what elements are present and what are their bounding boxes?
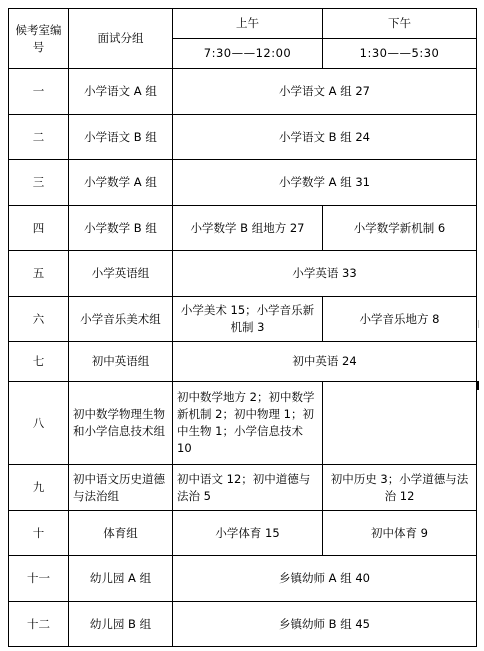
table-row xyxy=(9,115,477,160)
all-day-assignment: 小学语文 A 组 27 xyxy=(173,69,477,115)
table-row xyxy=(9,160,477,206)
header-afternoon: 下午 xyxy=(323,9,477,39)
room-number: 十 xyxy=(9,511,69,556)
room-number: 六 xyxy=(9,297,69,342)
morning-assignment: 小学美术 15；小学音乐新机制 3 xyxy=(173,297,323,342)
page-edge-mark xyxy=(477,381,479,390)
header-morning-time: 7:30——12:00 xyxy=(173,39,323,69)
group-name: 小学英语组 xyxy=(69,251,173,297)
interview-schedule-table xyxy=(8,8,477,647)
group-name: 小学语文 B 组 xyxy=(69,115,173,160)
morning-assignment: 小学数学 B 组地方 27 xyxy=(173,206,323,251)
room-number: 一 xyxy=(9,69,69,115)
all-day-assignment: 乡镇幼师 A 组 40 xyxy=(173,556,477,602)
afternoon-assignment: 小学音乐地方 8 xyxy=(323,297,477,342)
table-row xyxy=(9,602,477,647)
header-group: 面试分组 xyxy=(69,9,173,69)
group-name: 初中语文历史道德与法治组 xyxy=(69,465,173,511)
room-number: 五 xyxy=(9,251,69,297)
afternoon-assignment: 小学数学新机制 6 xyxy=(323,206,477,251)
header-morning: 上午 xyxy=(173,9,323,39)
group-name: 小学数学 B 组 xyxy=(69,206,173,251)
afternoon-assignment: 初中体育 9 xyxy=(323,511,477,556)
all-day-assignment: 小学英语 33 xyxy=(173,251,477,297)
room-number: 二 xyxy=(9,115,69,160)
all-day-assignment: 乡镇幼师 B 组 45 xyxy=(173,602,477,647)
table-row xyxy=(9,556,477,602)
table-row xyxy=(9,251,477,297)
group-name: 幼儿园 A 组 xyxy=(69,556,173,602)
all-day-assignment: 初中英语 24 xyxy=(173,342,477,382)
table-row xyxy=(9,206,477,251)
room-number: 八 xyxy=(9,382,69,465)
morning-assignment: 小学体育 15 xyxy=(173,511,323,556)
table-row xyxy=(9,465,477,511)
room-number: 十一 xyxy=(9,556,69,602)
morning-assignment: 初中数学地方 2；初中数学新机制 2；初中物理 1；初中生物 1；小学信息技术 10 xyxy=(173,382,323,465)
table-row xyxy=(9,297,477,342)
morning-assignment: 初中语文 12；初中道德与法治 5 xyxy=(173,465,323,511)
group-name: 小学数学 A 组 xyxy=(69,160,173,206)
table-row xyxy=(9,69,477,115)
afternoon-assignment: 初中历史 3；小学道德与法治 12 xyxy=(323,465,477,511)
header-row xyxy=(9,9,477,39)
group-name: 小学语文 A 组 xyxy=(69,69,173,115)
afternoon-assignment xyxy=(323,382,477,465)
all-day-assignment: 小学语文 B 组 24 xyxy=(173,115,477,160)
group-name: 体育组 xyxy=(69,511,173,556)
group-name: 初中英语组 xyxy=(69,342,173,382)
room-number: 七 xyxy=(9,342,69,382)
table-row xyxy=(9,382,477,465)
room-number: 三 xyxy=(9,160,69,206)
header-room: 候考室编号 xyxy=(9,9,69,69)
room-number: 九 xyxy=(9,465,69,511)
room-number: 四 xyxy=(9,206,69,251)
group-name: 小学音乐美术组 xyxy=(69,297,173,342)
group-name: 初中数学物理生物和小学信息技术组 xyxy=(69,382,173,465)
header-afternoon-time: 1:30——5:30 xyxy=(323,39,477,69)
table-row xyxy=(9,342,477,382)
table-row xyxy=(9,511,477,556)
all-day-assignment: 小学数学 A 组 31 xyxy=(173,160,477,206)
page-edge-mark xyxy=(478,320,479,328)
group-name: 幼儿园 B 组 xyxy=(69,602,173,647)
room-number: 十二 xyxy=(9,602,69,647)
